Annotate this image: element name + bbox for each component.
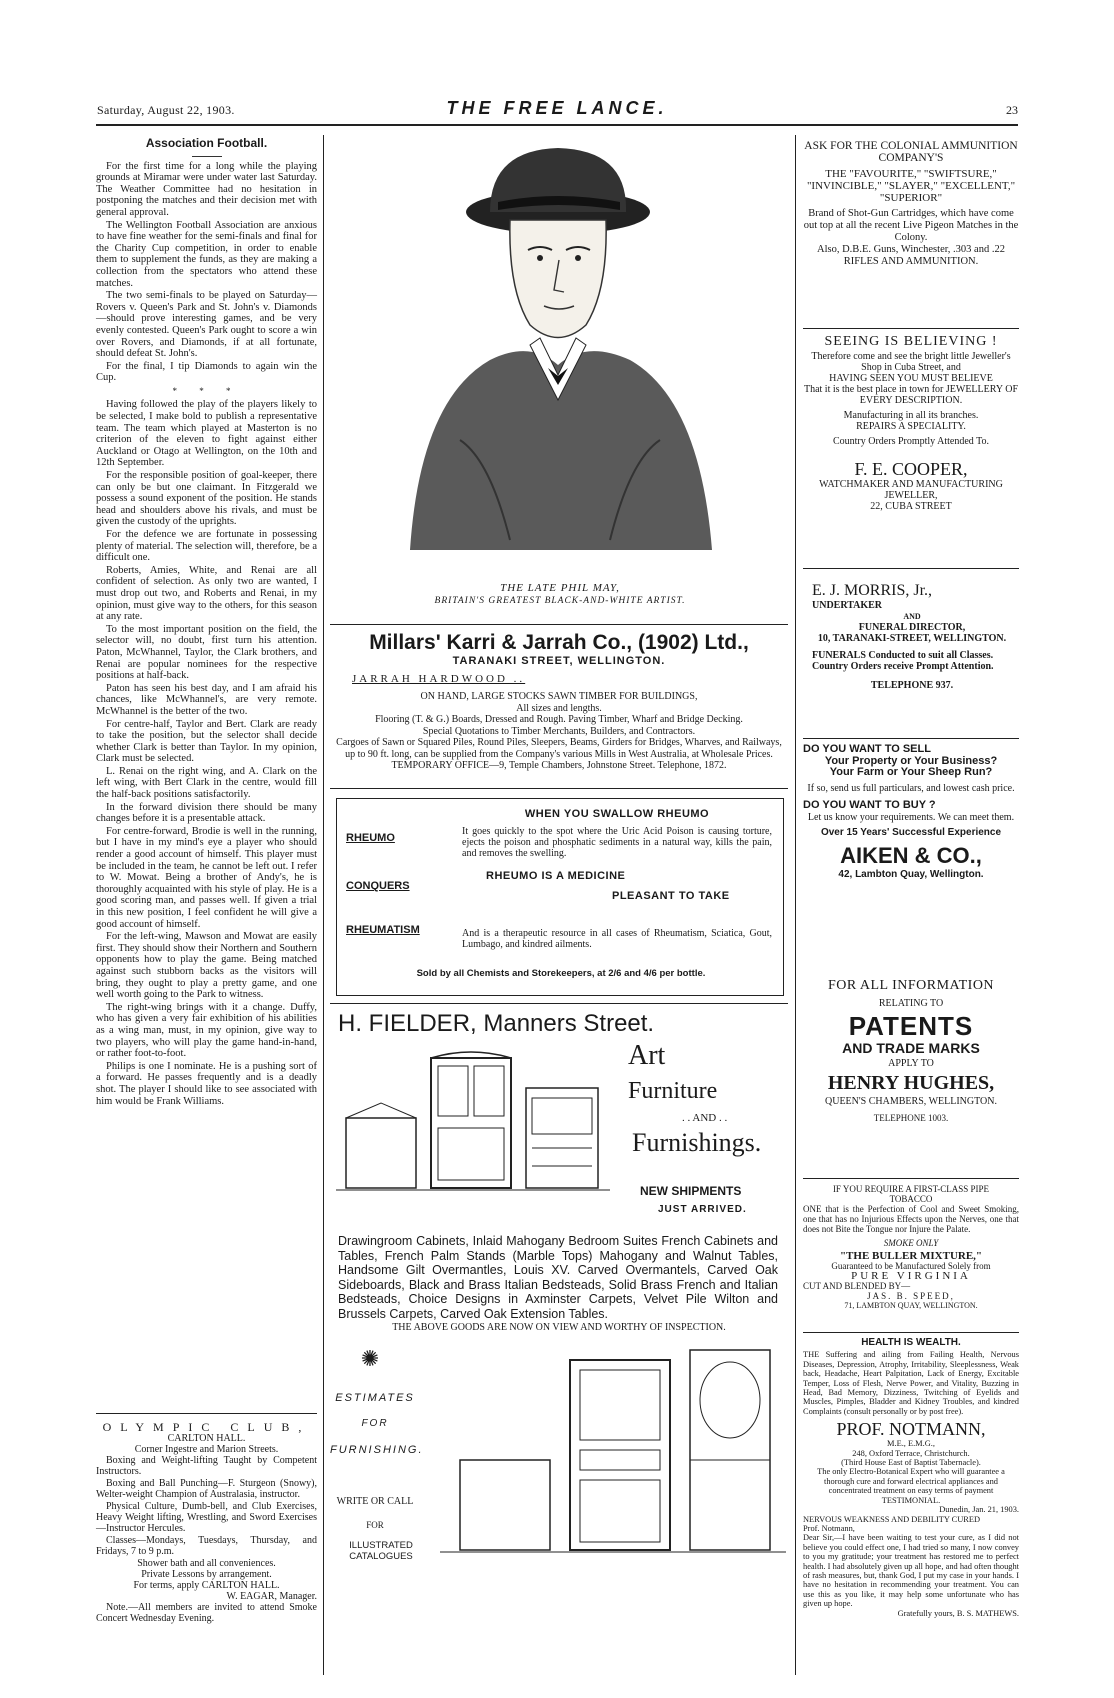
patents-tel: TELEPHONE 1003. — [873, 1113, 949, 1123]
cooper-headline: SEEING IS BELIEVING ! — [824, 334, 998, 349]
rheumo-left-3: RHEUMATISM — [346, 924, 420, 936]
paragraph: The right-wing brings with it a change. Duffy, who has given a very fair exhibition of his abilities as a wing man, must, in my opinion, give way to two players, who will play the game hand-in-hand, or rather foot-to-foot. — [96, 1001, 317, 1060]
paragraph: For the first time for a long while the playing grounds at Miramar were under water last Saturday. The Weather Committee had no hesitation in postponing the matches and their decision met with general approval. — [96, 160, 317, 218]
notmann-only: The only Electro-Botanical Expert who will guarantee a thorough cure and forward electrical appliances and concentrated treatment on easy terms of payment — [817, 1467, 1005, 1496]
fielder-art: Art — [628, 1040, 666, 1071]
buller-line2: TOBACCO — [889, 1194, 933, 1204]
cooper-address: 22, CUBA STREET — [870, 501, 952, 512]
patents-title: PATENTS — [848, 1011, 974, 1041]
morris-telephone: TELEPHONE 937. — [870, 680, 954, 691]
ad-line: Special Quotations to Timber Merchants, Builders, and Contractors. — [422, 725, 696, 737]
notmann-deg: M.E., E.M.G., — [887, 1439, 935, 1449]
fielder-and: . . AND . . — [682, 1112, 728, 1124]
rheumo-body2: And is a therapeutic resource in all cases of Rheumatism, Sciatica, Gout, Lumbago, and kindred ailments. — [462, 928, 772, 950]
fielder-write: WRITE OR CALL — [336, 1496, 414, 1507]
ad-line: Manufacturing in all its branches. — [843, 410, 979, 421]
buller-guaranteed: Guaranteed to be Manufactured Solely from — [831, 1261, 991, 1271]
fielder-new: NEW SHIPMENTS — [640, 1184, 742, 1198]
notmann-testimonial: TESTIMONIAL. — [881, 1495, 941, 1505]
column-divider — [795, 135, 796, 1675]
divider — [330, 788, 788, 789]
sunburst-icon: ✺ — [360, 1346, 380, 1371]
aiken-q1b: Your Property or Your Business? — [824, 754, 998, 767]
olympic-club-ad — [96, 1422, 317, 1625]
divider — [803, 1178, 1019, 1179]
portrait-drawing — [340, 140, 780, 560]
morris-name: E. J. MORRIS, Jr., — [812, 582, 933, 599]
colonial-also: Also, D.B.E. Guns, Winchester, .303 and .22 RIFLES AND AMMUNITION. — [817, 244, 1005, 267]
fielder-for: FOR — [361, 1418, 389, 1429]
notmann-prof: Prof. Notmann, — [803, 1523, 855, 1533]
divider — [330, 624, 788, 625]
notmann-ad — [803, 1338, 1019, 1618]
column-divider — [323, 135, 324, 1675]
olympic-manager: W. EAGAR, Manager. — [226, 1591, 317, 1602]
buller-name: "THE BULLER MIXTURE," — [839, 1250, 983, 1262]
olympic-title: OLYMPIC CLUB, — [102, 1420, 311, 1434]
paragraph: The two semi-finals to be played on Saturday—Rovers v. Queen's Park and St. John's v. Diamonds—should prove interesting games, and be very evenly contested. Queen's Park ought to score a win over Rovers, and Diamonds, if at all fortunate, should defeat St. John's. — [96, 290, 317, 360]
colonial-brands: THE "FAVOURITE," "SWIFTSURE," "INVINCIBLE," "SLAYER," "EXCELLENT," "SUPERIOR" — [806, 168, 1016, 204]
cabinet-illustration — [336, 1048, 610, 1198]
paragraph: For centre-forward, Brodie is well in the running, but I have in my mind's eye a player who should render a good account of himself. This player must be included in the team, he cannot be left out. I refer to W. Mowat. Being a brother of Andy's, he is thoroughly acquainted with his style of play. He is a good scoring man, and passes well. If given a trial in this new position, I feel confident he will give a good account of himself. — [96, 825, 317, 930]
morris-and: AND — [903, 612, 921, 621]
ad-line: Physical Culture, Dumb-bell, and Club Exercises, Heavy Weight lifting, Wrestling, and Sword Exercises—Instructor Hercules. — [96, 1501, 317, 1534]
paragraph: L. Renai on the right wing, and A. Clark on the left wing, with Bert Clark in the centre, would fill the half-back positions satisfactorily. — [96, 765, 317, 801]
paragraph: The Wellington Football Association are anxious to have fine weather for the semi-finals and final for the Charity Cup competition, in order to enable them to supplement the funds, as they are making a collection from the spectators who attend these matches. — [96, 219, 317, 289]
divider — [803, 568, 1019, 569]
cooper-name: F. E. COOPER, — [854, 459, 968, 479]
divider — [330, 1003, 788, 1004]
ad-line: Boxing and Ball Punching—F. Sturgeon (Snowy), Welter-weight Champion of Australasia, instructor. — [96, 1478, 317, 1500]
paragraph: For the defence we are fortunate in possessing plenty of material. The selection will, therefore, be a difficult one. — [96, 529, 317, 564]
aiken-q1d: If so, send us full particulars, and lowest cash price. — [807, 782, 1015, 794]
millars-ad — [330, 630, 788, 772]
rheumo-medicine: RHEUMO IS A MEDICINE — [486, 870, 626, 882]
notmann-date: Dunedin, Jan. 21, 1903. — [939, 1505, 1019, 1515]
ad-line: HAVING SEEN YOU MUST BELIEVE — [829, 373, 993, 384]
cabinet-drawing — [336, 1048, 610, 1198]
millars-title: Millars' Karri & Jarrah Co., (1902) Ltd., — [369, 631, 749, 654]
fielder-catalogues: ILLUSTRATED CATALOGUES — [349, 1540, 413, 1562]
fielder-furnishings: Furnishings. — [632, 1128, 762, 1157]
paragraph: Roberts, Amies, White, and Renai are all confident of selection. As only two are wanted, I must drop out two, and Roberts and Renai, in my opinion, must give way to the others, for this season at any rate. — [96, 564, 317, 623]
ad-line: All sizes and lengths. — [516, 702, 602, 714]
olympic-subtitle: CARLTON HALL. — [167, 1433, 246, 1444]
fielder-for2: FOR — [366, 1520, 384, 1530]
paragraph: Having followed the play of the players likely to be selected, I make bold to publish a representative team. The team which played at Masterton is no criterion of the eleven to fight against either Auckland or Otago at Wellington, on the 10th and 12th September. — [96, 399, 317, 469]
notmann-title: HEALTH IS WEALTH. — [861, 1337, 961, 1348]
buller-body: ONE that is the Perfection of Cool and Sweet Smoking, one that has no Injurious Effects upon the Nerves, one that does not Bite the Tongue nor Injure the Palate. — [803, 1204, 1019, 1234]
divider — [192, 156, 222, 157]
patents-ad — [803, 980, 1019, 1124]
buller-pure: PURE VIRGINIA — [851, 1270, 971, 1282]
ad-line: Flooring (T. & G.) Boards, Dressed and Rough. Paving Timber, Wharf and Bridge Decking. — [375, 714, 743, 725]
portrait-caption: THE LATE PHIL MAY, — [500, 582, 620, 594]
sideboard-illustration — [440, 1340, 786, 1560]
morris-ad — [812, 582, 1012, 691]
patents-address: QUEEN'S CHAMBERS, WELLINGTON. — [825, 1096, 997, 1107]
divider — [96, 1413, 317, 1414]
notmann-letter: Dear Sir,—I have been waiting to test your cure, as I did not believe you could effect one, I had tried so many, I now convey to you my gratitude; your treatment has restored me to perfect health. I had absolutely given up all hope, and had often thought of rash measures, but, thank God, I put my case in your hands. I have no hesitation in recommending your treatment. You can use this as you like, it may help some unfortunate who has given up hope. — [803, 1533, 1019, 1609]
buller-cut: CUT AND BLENDED BY— — [803, 1281, 911, 1291]
masthead-title: THE FREE LANCE. — [446, 98, 668, 118]
colonial-ammunition-ad — [803, 140, 1019, 268]
divider — [803, 1332, 1019, 1333]
paragraph: For centre-half, Taylor and Bert. Clark are ready to take the position, but the selector shall decide whether Clark is better than Taylor. In my opinion, Clark must be selected. — [96, 718, 317, 765]
ad-line: Country Orders Promptly Attended To. — [832, 436, 990, 447]
morris-director: FUNERAL DIRECTOR, — [858, 622, 966, 633]
portrait-caption-sub: BRITAIN'S GREATEST BLACK-AND-WHITE ARTIST. — [434, 596, 686, 606]
fielder-arrived: JUST ARRIVED. — [658, 1204, 747, 1215]
paragraph: For the left-wing, Mawson and Mowat are easily first. They should show their Northern and Southern opponents how to play the game. Being matched against such stubborn backs as the visitors will bring, they ought to play a pretty game, and one well worth going to the Park to witness. — [96, 931, 317, 1001]
divider — [803, 328, 1019, 329]
section-stars: * * * — [172, 385, 241, 396]
buller-line1: IF YOU REQUIRE A FIRST-CLASS PIPE — [832, 1184, 990, 1194]
portrait-illustration — [340, 140, 780, 560]
ad-line: Shower bath and all conveniences. — [137, 1558, 276, 1569]
rheumo-left-1: RHEUMO — [346, 832, 395, 844]
patents-name: HENRY HUGHES, — [827, 1072, 995, 1094]
millars-product: JARRAH HARDWOOD .. — [352, 672, 526, 685]
paragraph: Philips is one I nominate. He is a pushing sort of a forward. He passes frequently and is a deadly shot. The player I should like to see associated with him would be Frank Williams. — [96, 1060, 317, 1107]
fielder-view: THE ABOVE GOODS ARE NOW ON VIEW AND WORTHY OF INSPECTION. — [392, 1322, 726, 1333]
rheumo-sold: Sold by all Chemists and Storekeepers, at 2/6 and 4/6 per bottle. — [416, 968, 706, 979]
header-rule — [96, 124, 1018, 126]
ad-line: Classes—Mondays, Tuesdays, Thursday, and Fridays, 7 to 9 p.m. — [96, 1535, 317, 1557]
paragraph: For the responsible position of goal-keeper, there can only be but one claimant. In Fitzgerald we possess a sound exponent of the position. He stands head and shoulders above his rivals, and must be given the custody of the uprights. — [96, 470, 317, 528]
football-title: Association Football. — [145, 136, 268, 150]
ad-line: Boxing and Weight-lifting Taught by Competent Instructors. — [96, 1455, 317, 1477]
fielder-furniture: Furniture — [628, 1078, 718, 1104]
millars-address: TARANAKI STREET, WELLINGTON. — [452, 655, 666, 667]
paragraph: Paton has seen his best day, and I am afraid his chances, like McWhannel's, are very remote. McWhannel is the better of the two. — [96, 682, 317, 717]
cooper-trade: WATCHMAKER AND MANUFACTURING JEWELLER, — [819, 479, 1003, 501]
sideboard-drawing — [440, 1340, 786, 1560]
football-article — [96, 138, 317, 1108]
paragraph: For the final, I tip Diamonds to again win the Cup. — [96, 360, 317, 384]
aiken-address: 42, Lambton Quay, Wellington. — [838, 868, 984, 880]
buller-smoke: SMOKE ONLY — [883, 1238, 939, 1248]
page-number: 23 — [1006, 103, 1018, 117]
ad-line: ON HAND, LARGE STOCKS SAWN TIMBER FOR BUILDINGS, — [420, 691, 698, 702]
buller-addr: 71, LAMBTON QUAY, WELLINGTON. — [844, 1301, 978, 1310]
notmann-body: THE Suffering and ailing from Failing Health, Nervous Diseases, Depression, Atrophy, Irritability, Sleeplessness, Weak back, Headache, Heart Palpitation, Lack of Energy, Excitable Temper, Loss of Flesh, Nerve Power, and Vitality, Buzzing in Head, Bad Memory, Dizziness, Twitching of Eyelids and Muscles, Pimples, Bladder and Kidney Troubles, and kindred Complaints (consult personally or by post free). — [803, 1350, 1019, 1416]
rheumo-pleasant: PLEASANT TO TAKE — [612, 890, 730, 902]
aiken-q1: DO YOU WANT TO SELL — [803, 743, 931, 755]
ad-line: For terms, apply CARLTON HALL. — [133, 1580, 280, 1591]
fielder-body: Drawingroom Cabinets, Inlaid Mahogany Bedroom Suites French Cabinets and Tables, French Palm Stands (Marble Tops) Mahogany and Walnut Tables, Handsome Gilt Overmantles, Louis XV. Carved Overmantels, Carved Oak Sideboards, Black and Brass Italian Bedsteads, Solid Brass French and Italian Bedsteads, Choice Designs in Axminster Carpets, Velvet Pile Wilton and Brussels Carpets, Carved Oak Extension Tables. — [338, 1234, 778, 1321]
ad-line: REPAIRS A SPECIALITY. — [856, 421, 966, 432]
aiken-name: AIKEN & CO., — [840, 842, 982, 868]
rheumo-body: It goes quickly to the spot where the Uric Acid Poison is causing torture, ejects the poison and phosphatic sediments in a natural way, kills the pain, and removes the swelling. — [462, 826, 772, 859]
ad-line: Private Lessons by arrangement. — [141, 1569, 272, 1580]
aiken-ad — [803, 744, 1019, 880]
colonial-body: Brand of Shot-Gun Cartridges, which have come out top at all the recent Live Pigeon Matches in the Colony. — [803, 208, 1019, 243]
cooper-ad — [803, 336, 1019, 512]
patents-apply: APPLY TO — [888, 1058, 934, 1069]
olympic-address: Corner Ingestre and Marion Streets. — [134, 1444, 279, 1455]
fielder-estimates: ESTIMATES — [335, 1392, 415, 1404]
fielder-title: H. FIELDER, Manners Street. — [338, 1010, 655, 1037]
paragraph: In the forward division there should be many changes before it is a presentable attack. — [96, 801, 317, 825]
aiken-q1c: Your Farm or Your Sheep Run? — [829, 766, 993, 778]
ad-line: Therefore come and see the bright little Jeweller's Shop in Cuba Street, and — [811, 351, 1011, 373]
paragraph: To the most important position on the field, the selector will, no doubt, first turn his attention. Paton, McWhannel, Taylor, the Clark brothers, and Renai are popular nominees for the respective positions at half-back. — [96, 623, 317, 682]
notmann-addr: 248, Oxford Terrace, Christchurch. — [852, 1448, 970, 1458]
notmann-name: PROF. NOTMANN, — [836, 1419, 986, 1440]
colonial-title: ASK FOR THE COLONIAL AMMUNITION COMPANY'S — [804, 140, 1018, 164]
patents-and-tm: AND TRADE MARKS — [842, 1040, 980, 1056]
notmann-nervous: NERVOUS WEAKNESS AND DEBILITY CURED — [803, 1514, 981, 1524]
patents-for-all: FOR ALL INFORMATION — [827, 978, 995, 993]
ad-line: That it is the best place in town for JEWELLERY OF EVERY DESCRIPTION. — [803, 384, 1019, 406]
rheumo-headline: WHEN YOU SWALLOW RHEUMO — [524, 808, 710, 820]
aiken-exp: Over 15 Years' Successful Experience — [820, 827, 1002, 838]
morris-country: Country Orders receive Prompt Attention. — [812, 661, 994, 672]
buller-ad — [803, 1184, 1019, 1311]
patents-relating: RELATING TO — [878, 998, 944, 1009]
issue-date: Saturday, August 22, 1903. — [97, 103, 235, 117]
morris-undertaker: UNDERTAKER — [812, 600, 883, 611]
divider — [803, 738, 1019, 739]
morris-funerals: FUNERALS Conducted to suit all Classes. — [812, 650, 994, 661]
notmann-addr2: (Third House East of Baptist Tabernacle). — [841, 1458, 981, 1468]
notmann-signed: Gratefully yours, B. S. MATHEWS. — [897, 1608, 1019, 1618]
ad-line: Cargoes of Sawn or Squared Piles, Round Piles, Sleepers, Beams, Girders for Bridges, Wharves, and Railways, up to 90 ft. long, can be supplied from the Company's various Mills in West Australia, at Wholesale Prices. — [336, 737, 782, 760]
buller-speed: JAS. B. SPEED, — [867, 1291, 955, 1301]
fielder-furnishing: FURNISHING. — [330, 1444, 424, 1456]
rheumo-left-2: CONQUERS — [346, 880, 410, 892]
aiken-q2b: Let us know your requirements. We can meet them. — [807, 811, 1015, 823]
millars-office: TEMPORARY OFFICE—9, Temple Chambers, Johnstone Street. Telephone, 1872. — [391, 760, 727, 771]
aiken-q2: DO YOU WANT TO BUY ? — [803, 799, 936, 811]
olympic-note: Note.—All members are invited to attend Smoke Concert Wednesday Evening. — [96, 1602, 317, 1624]
morris-address: 10, TARANAKI-STREET, WELLINGTON. — [817, 633, 1007, 644]
